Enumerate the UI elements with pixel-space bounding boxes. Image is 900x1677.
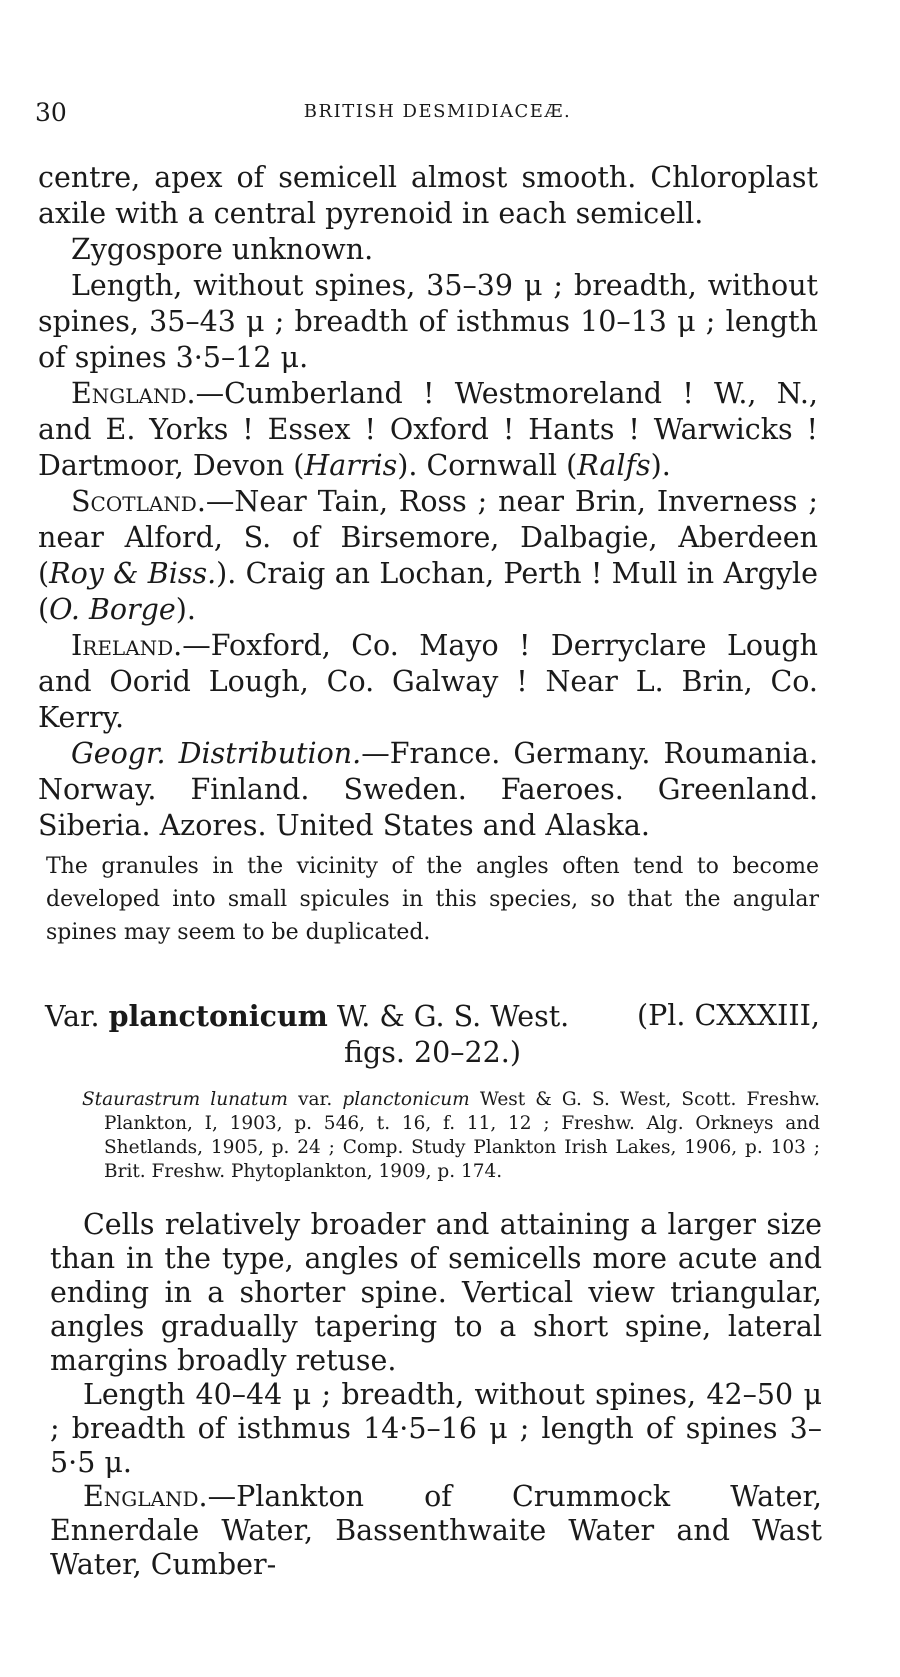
locality-ireland bbox=[38, 628, 818, 736]
variety-heading bbox=[45, 998, 820, 1071]
synonymy bbox=[82, 1088, 820, 1184]
description-continuation: centre, apex of semicell almost smooth. Chloroplast axile with a central pyrenoid in each semicell. bbox=[38, 161, 818, 230]
variety-prefix: Var. bbox=[45, 1000, 100, 1033]
locality-text: ). bbox=[175, 593, 196, 626]
collector-name: Roy & Biss. bbox=[49, 557, 217, 590]
region-label-england: England. bbox=[71, 377, 196, 410]
distribution-label: Geogr. Distribution. bbox=[71, 737, 362, 770]
locality-text: ). Cornwall ( bbox=[397, 449, 578, 482]
plate-reference: (Pl. CXXXIII, bbox=[636, 999, 820, 1032]
zygospore-note: Zygospore unknown. bbox=[71, 233, 374, 266]
locality-text: —Foxford, Co. Mayo ! Derryclare Lough and Oorid Lough, Co. Galway ! Near L. Brin, Co. Kerry. bbox=[38, 629, 818, 734]
geographic-distribution bbox=[38, 736, 818, 844]
synonym-references: West & G. S. West, Scott. Freshw. Plankton, I, 1903, p. 546, t. 16, f. 11, 12 ; Freshw. Alg. Orkneys and Shetlands, 1905, p. 24 ; Comp. Study Plankton Irish Lakes, 1906, p. 103 ; Brit. Freshw. Phytoplankton, 1909, p. 174. bbox=[104, 1089, 820, 1182]
variety-title bbox=[45, 998, 569, 1035]
variety-heading-line bbox=[45, 998, 820, 1035]
running-head bbox=[35, 98, 840, 128]
locality-text: ). Craig an Lochan, Perth ! Mull in Argyle ( bbox=[38, 557, 818, 626]
synonym-var-name: planctonicum bbox=[342, 1089, 470, 1110]
variety-authority: W. & G. S. West. bbox=[336, 1000, 570, 1033]
locality-text: —Cumberland ! Westmoreland ! W., N., and E. Yorks ! Essex ! Oxford ! Hants ! Warwicks ! Dartmoor, Devon ( bbox=[38, 377, 818, 482]
variety-measurements: Length 40–44 μ ; breadth, without spines, 42–50 μ ; breadth of isthmus 14·5–16 μ ; length of spines 3–5·5 μ. bbox=[50, 1378, 822, 1479]
species-description bbox=[38, 160, 818, 844]
locality-england bbox=[38, 376, 818, 484]
collector-name: Harris bbox=[304, 449, 398, 482]
locality-text: —Near Tain, Ross ; near Brin, Inverness ; near Alford, S. of Birsemore, Dalbagie, Aberdeen ( bbox=[38, 485, 818, 590]
variety-locality-england bbox=[50, 1480, 822, 1582]
synonym-var-word: var. bbox=[298, 1089, 333, 1110]
variety-description-text: Cells relatively broader and attaining a larger size than in the type, angles of semicells more acute and ending in a shorter spine. Vertical view triangular, angles gradually tapering to a short spine, lateral margins broadly retuse. bbox=[50, 1208, 822, 1377]
locality-text: —Plankton of Crummock Water, Ennerdale Water, Bassenthwaite Water and Wast Water, Cumber- bbox=[50, 1480, 822, 1581]
species-note bbox=[46, 850, 819, 949]
note-text: The granules in the vicinity of the angles often tend to become developed into small spicules in this species, so that the angular spines may seem to be duplicated. bbox=[46, 854, 819, 945]
region-label-scotland: Scotland. bbox=[71, 485, 206, 518]
synonymy-entry bbox=[82, 1088, 820, 1184]
locality-text: ). bbox=[650, 449, 671, 482]
collector-name: Ralfs bbox=[577, 449, 651, 482]
page-number: 30 bbox=[35, 98, 67, 127]
variety-name: planctonicum bbox=[108, 999, 328, 1033]
figure-reference: figs. 20–22.) bbox=[344, 1036, 521, 1069]
measurements: Length, without spines, 35–39 μ ; breadth, without spines, 35–43 μ ; breadth of isthmus 10–13 μ ; length of spines 3·5–12 μ. bbox=[38, 269, 818, 374]
region-label-ireland: Ireland. bbox=[71, 629, 183, 662]
running-title: BRITISH DESMIDIACEÆ. bbox=[303, 101, 572, 122]
collector-name: O. Borge bbox=[49, 593, 176, 626]
variety-description bbox=[50, 1208, 822, 1582]
region-label-england: England. bbox=[83, 1480, 208, 1513]
locality-scotland bbox=[38, 484, 818, 628]
distribution-text: —France. Germany. Roumania. Norway. Finland. Sweden. Faeroes. Greenland. Siberia. Azores. United States and Alaska. bbox=[38, 737, 819, 842]
synonym-species: Staurastrum lunatum bbox=[82, 1089, 288, 1110]
